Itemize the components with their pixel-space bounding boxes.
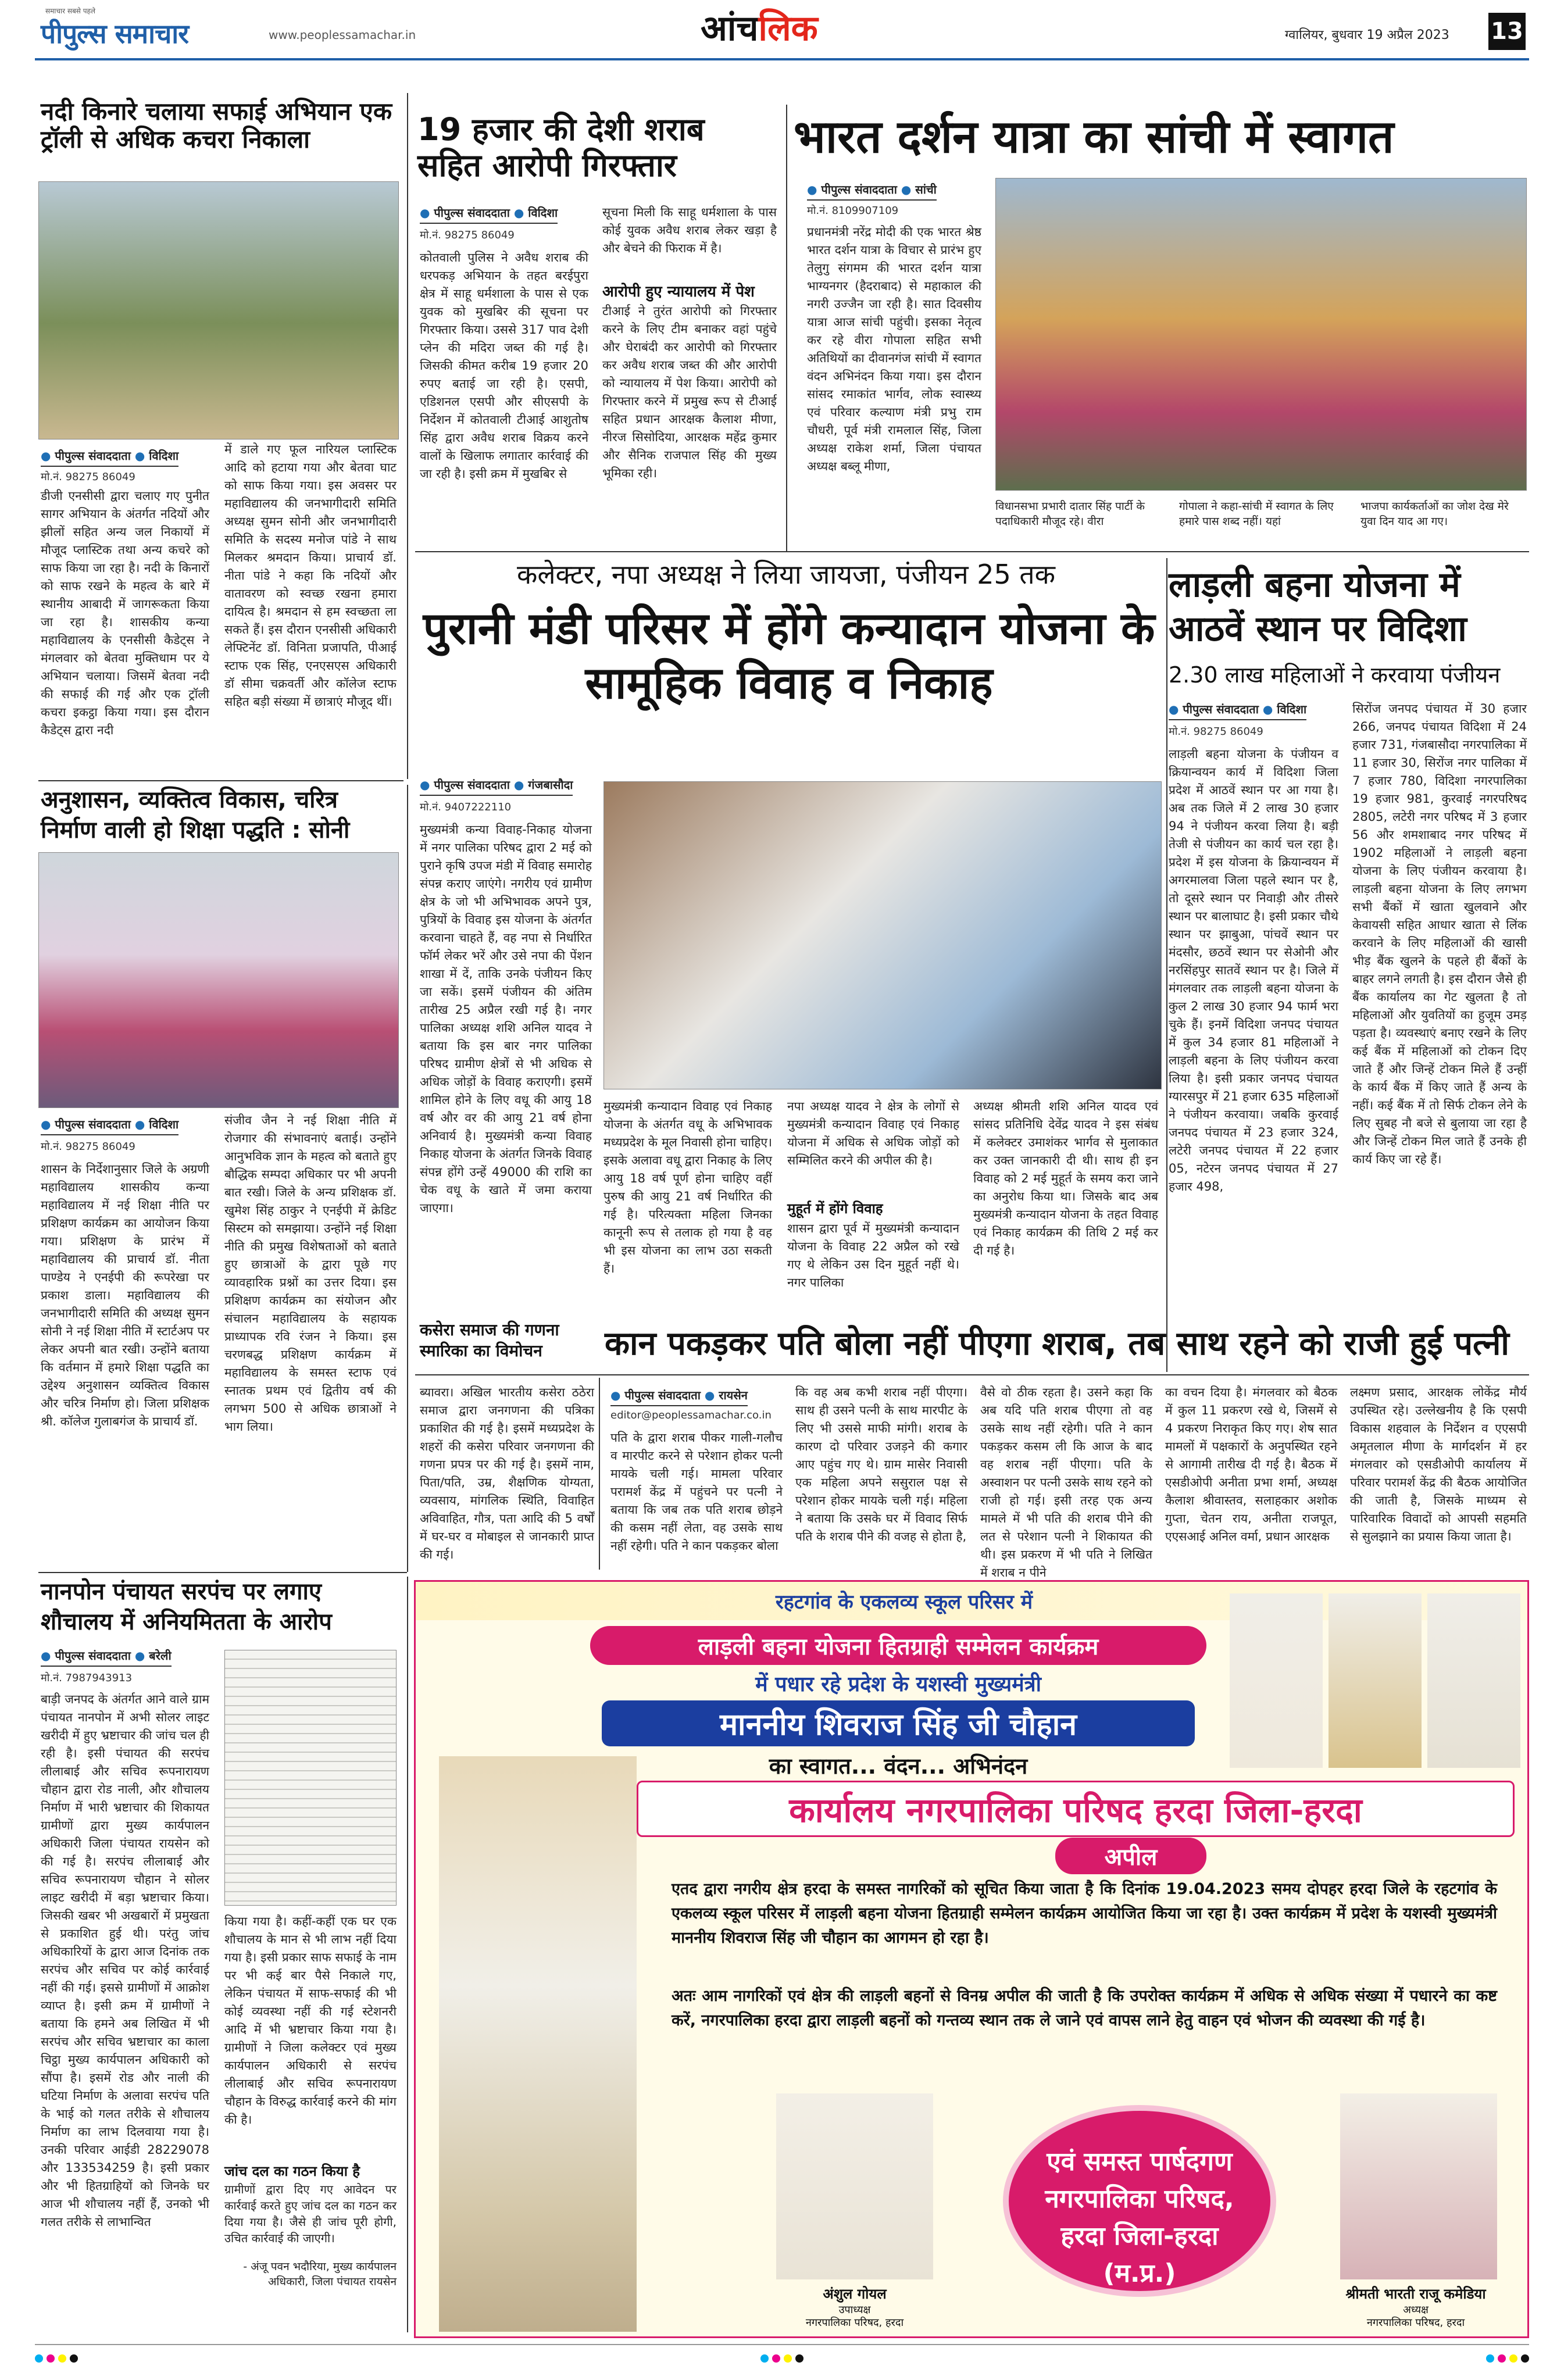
body-col2: कि वह अब कभी शराब नहीं पीएगा। साथ ही उसने पत्नी के साथ मारपीट के लिए भी उससे माफी मांगी। शराब के कारण दो परिवार उजड़ने की कगार आए पहुंच गए थे। ग्राम मासेर निवासी एक महिला अपने ससुराल पक्ष से परेशान होकर मायके चली गई। महिला ने बताया कि उसके घर में विवाद सिर्फ पति के शराब पीने की वजह से होता है, xyxy=(795,1385,967,1543)
section-rule xyxy=(415,551,1529,552)
ad-line3: में पधार रहे प्रदेश के यशस्वी मुख्यमंत्री xyxy=(755,1673,1041,1696)
president-role: अध्यक्ष xyxy=(1403,2304,1429,2316)
masthead-tagline: समाचार सबसे पहले xyxy=(45,7,96,15)
vice-president-name: अंशुल गोयल xyxy=(823,2286,887,2302)
registration-marks xyxy=(35,2354,1529,2366)
body-col2: संजीव जैन ने नई शिक्षा नीति में रोजगार की संभावनाएं बताई। उन्होंने आनुभविक ज्ञान के महत्व को बताते हुए बौद्धिक सम्पदा अधिकार पर भी अपनी बात रखी। जिले के अन्य प्रशिक्षक डॉ. खुमेश सिंह ठाकुर ने एनईपी में क्रेडिट सिस्टम को समझाया। उन्होंने नई शिक्षा नीति की प्रमुख विशेषताओं को बताते हुए छात्राओं के द्वारा पूछे गए व्यावहारिक प्रश्नों का उत्तर दिया। इस प्रशिक्षण कार्यक्रम का संयोजन और संचालन महाविद्यालय के सहायक प्राध्यापक रवि रंजन ने किया। इस चरणबद्ध प्रशिक्षण कार्यक्रम में महाविद्यालय के समस्त स्टाफ एवं स्नातक प्रथम एवं द्वितीय वर्ष की लगभग 500 से अधिक छात्राओं ने भाग लिया। xyxy=(224,1113,397,1434)
body: ब्यावरा। अखिल भारतीय कसेरा ठठेरा समाज द्वारा जनगणना की पत्रिका प्रकाशित की गई है। इसमें मध्यप्रदेश के शहरों की कसेरा परिवार जनगणना की गणना प्रपत्र पर की गई है। इसमें नाम, पिता/पति, उम्र, शैक्षणिक योग्यता, व्यवसाय, मांगलिक स्थिति, विवाहित अविवाहित, गौत्र, पता आदि की 5 वर्षों में घर-घर व मोबाइल से जानकारी प्राप्त की गई। xyxy=(420,1385,594,1561)
vice-president-photo xyxy=(776,2093,933,2279)
headline: कान पकड़कर पति बोला नहीं पीएगा शराब, तब साथ रहने को राजी हुई पत्नी xyxy=(605,1325,1509,1363)
mobile: मो.नं. 98275 86049 xyxy=(420,229,515,241)
mobile: मो.नं. 98275 86049 xyxy=(41,1141,135,1153)
training-photo xyxy=(38,852,399,1108)
leader-portrait-3 xyxy=(1427,1593,1520,1768)
caption-2: गोपाला ने कहा-सांची में स्वागत के लिए हमारे पास शब्द नहीं। यहां xyxy=(1179,500,1334,528)
president-name: श्रीमती भारती राजू कमेडिया xyxy=(1345,2286,1486,2302)
mobile: मो.नं. 98275 86049 xyxy=(1169,726,1263,738)
section-rule xyxy=(38,1572,407,1573)
body-col1: डीजी एनसीसी द्वारा चलाए गए पुनीत सागर अभियान के अंतर्गत नदियों और झीलों सहित अन्य जल निकायों में मौजूद प्लास्टिक तथा अन्य कचरे को साफ किया जा रहा है। नदी के किनारों को साफ रखने के महत्व के बारे में स्थानीय आबादी में जागरूकता किया जा रहा है। शासकीय कन्या महाविद्यालय के एनसीसी कैडेट्स ने मंगलवार को बेतवा मुक्तिधाम पर ये अभियान चलाया। जिसमें बेतवा नदी की सफाई की गई और एक ट्रॉली कचरा इकट्ठा किया गया। इस दौरान कैडेट्स द्वारा नदी xyxy=(41,489,209,737)
body-col4: अध्यक्ष श्रीमती शशि अनिल यादव एवं सांसद प्रतिनिधि देवेंद्र यादव ने इस संबंध में कलेक्टर उमाशंकर भार्गव से मुलाकात कर उक्त जानकारी दी थी। साथ ही इन विवाह को 2 मई मुहूर्त के समय करा जाने का अनुरोध किया था। जिसके बाद अब मुख्यमंत्री कन्यादान योजना के तहत विवाह एवं निकाह कार्यक्रम की तिथि 2 मई कर दी गई है। xyxy=(973,1099,1158,1257)
dateline: ग्वालियर, बुधवार 19 अप्रैल 2023 xyxy=(1285,28,1449,42)
president-photo xyxy=(1340,2093,1497,2279)
ad-cm-name: माननीय शिवराज सिंह जी चौहान xyxy=(602,1700,1195,1746)
byline: ● पीपुल्स संवाददाता ● विदिशा xyxy=(1169,701,1306,720)
kicker: 2.30 लाख महिलाओं ने करवाया पंजीयन xyxy=(1169,662,1501,688)
masthead-rule xyxy=(35,58,1529,60)
subheading: मुहूर्त में होंगे विवाह xyxy=(787,1200,883,1217)
headline: कसेरा समाज की गणना स्मारिका का विमोचन xyxy=(420,1320,559,1360)
cleanup-photo xyxy=(38,181,399,439)
appeal-para1: एतद द्वारा नगरीय क्षेत्र हरदा के समस्त नागरिकों को सूचित किया जाता है कि दिनांक 19.04.2023 समय दोपहर हरदा जिले के रहटगांव के एकलव्य स्कूल परिसर में लाड़ली बहना योजना हितग्राही सम्मेलन कार्यक्रम आयोजित किया जा रहा है। उक्त कार्यक्रम में प्रदेश के यशस्वी मुख्यमंत्री माननीय शिवराज सिंह जी चौहान का आगमन हो रहा है। xyxy=(672,1880,1497,1947)
councillors-badge: एवं समस्त पार्षदगण नगरपालिका परिषद, हरदा जिला-हरदा (म.प्र.) xyxy=(1003,2105,1276,2297)
bottom-rule xyxy=(35,2344,1529,2345)
byline: ● पीपुल्स संवाददाता ● गंजबासौदा xyxy=(420,777,573,796)
body-col1: लाड़ली बहना योजना के पंजीयन व क्रियान्वयन कार्य में विदिशा जिला प्रदेश में आठवें स्थान पर आ गया है। अब तक जिले में 2 लाख 30 हजार 94 ने पंजीयन करवा लिया है। बड़ी तेजी से पंजीयन का कार्य चल रहा है। प्रदेश में इस योजना के क्रियान्वयन में अगरमालवा जिला पहले स्थान पर है, तो दूसरे स्थान पर निवाड़ी और तीसरे स्थान पर बालाघाट है। इसी प्रकार चौथे स्थान पर झाबुआ, पांचवें स्थान पर मंदसौर, छठवें स्थान पर सेओनी और नरसिंहपुर सातवें स्थान पर है। जिले में मंगलवार तक लाड़ली बहना योजना के कुल 2 लाख 30 हजार 94 फार्म भरा चुके हैं। इनमें विदिशा जनपद पंचायत में कुल 34 हजार 81 महिलाओं ने लाड़ली बहना के लिए पंजीयन करवा लिया है। इसी प्रकार जनपद पंचायत ग्यारसपुर में 21 हजार 635 महिलाओं ने पंजीयन करवाया। जबकि कुरवाई जनपद पंचायत में 23 हजार 324, लटेरी जनपद पंचायत में 22 हजार 05, नटेरन जनपद पंचायत में 27 हजार 498, xyxy=(1169,747,1338,1193)
body-col2a: सूचना मिली कि साहू धर्मशाला के पास कोई युवक अवैध शराब लेकर खड़ा है और बेचने की फिराक में है। xyxy=(602,205,777,255)
body-col5: लक्ष्मण प्रसाद, आरक्षक लोकेंद्र मौर्य उपस्थित रहे। उल्लेखनीय है कि एसपी विकास शहवाल के निर्देशन व एएसपी अमृतलाल मीणा के मार्गदर्शन में हर मंगलवार को एसडीओपी कार्यालय में परिवार परामर्श केंद्र की बैठक आयोजित की जाती है, जिसके माध्यम से पारिवारिक विवादों को आपसी सहमति से सुलझाने का प्रयास किया जाता है। xyxy=(1350,1385,1527,1543)
headline: भारत दर्शन यात्रा का सांची में स्वागत xyxy=(794,111,1394,163)
section-rule xyxy=(38,780,403,781)
body-col2a: किया गया है। कहीं-कहीं एक घर एक शौचालय के मान से भी लाभ नहीं दिया गया है। इसी प्रकार साफ सफाई के नाम पर भी कई बार पैसे निकाले गए, लेकिन पंचायत में साफ-सफाई की भी कोई व्यवस्था नहीं की गई स्टेशनरी आदि में भी भ्रष्टाचार किया गया है। ग्रामीणों ने जिला कलेक्टर एवं मुख्य कार्यपालन अधिकारी से सरपंच लीलाबाई और सचिव रूपनारायण चौहान के विरुद्ध कार्रवाई करने की मांग की है। xyxy=(224,1914,397,2127)
headline: पुरानी मंडी परिसर में होंगे कन्यादान योजना के सामूहिक विवाह व निकाह xyxy=(423,602,1155,709)
mobile: मो.नं. 8109907109 xyxy=(807,205,899,217)
president-org: नगरपालिका परिषद, हरदा xyxy=(1366,2317,1465,2329)
body-col2b: ग्रामीणों द्वारा दिए गए आवेदन पर कार्रवाई करते हुए जांच दल का गठन कर दिया गया है। जैसे ही जांच पूरी होगी, उचित कार्रवाई की जाएगी। xyxy=(224,2182,397,2245)
headline: अनुशासन, व्यक्तित्व विकास, चरित्र निर्माण वाली हो शिक्षा पद्धति : सोनी xyxy=(41,787,350,844)
website-url[interactable]: www.peoplessamachar.in xyxy=(269,28,416,42)
body-col1: मुख्यमंत्री कन्या विवाह-निकाह योजना में नगर पालिका परिषद द्वारा 2 मई को पुराने कृषि उपज मंडी में विवाह समारोह संपन्न कराए जाएंगे। नगरीय एवं ग्रामीण क्षेत्र के जो भी अभिभावक अपने पुत्र, पुत्रियों के विवाह इस योजना के अंतर्गत करवाना चाहते हैं, वह नपा से निर्धारित फॉर्म लेकर भरें और उसे नपा की पेंशन शाखा में दें, ताकि उनके पंजीयन किए जा सकें। इसमें पंजीयन की अंतिम तारीख 25 अप्रैल रखी गई है। नगर पालिका अध्यक्ष शशि अनिल यादव ने बताया कि इस बार नगर पालिका परिषद ग्रामीण क्षेत्रों से भी अधिक से अधिक जोड़ों के विवाह कराएगी। इसमें शामिल होने के लिए वधू की आयु 18 वर्ष और वर की आयु 21 वर्ष होना अनिवार्य है। मुख्यमंत्री कन्या विवाह निकाह योजना के अंतर्गत जिनके विवाह संपन्न होंगे उन्हें 49000 की राशि का चेक वधू के खाते में जमा कराया जाएगा। xyxy=(420,823,592,1215)
caption-3: भाजपा कार्यकर्ताओं का जोश देख मेरे युवा दिन याद आ गए। xyxy=(1360,500,1509,528)
byline: ● पीपुल्स संवाददाता ● विदिशा xyxy=(420,205,558,224)
column-rule xyxy=(599,1378,600,1570)
body-col1: शासन के निर्देशानुसार जिले के अग्रणी महाविद्यालय शासकीय कन्या महाविद्यालय में नई शिक्षा नीति पर प्रशिक्षण कार्यक्रम का आयोजन किया गया। प्रशिक्षण के प्रारंभ में महाविद्यालय की प्राचार्य डॉ. नीता पाण्डेय ने एनईपी की रूपरेखा पर प्रकाश डाला। महाविद्यालय की जनभागीदारी समिति की अध्यक्ष सुमन सोनी ने नई शिक्षा नीति में स्टार्टअप पर लेकर अपनी बात रखी। उन्होंने बताया कि वर्तमान में हमारे शिक्षा पद्धति का उद्देश्य अनुशासन व्यक्तित्व विकास और चरित्र निर्माण हो। जिला प्रशिक्षक श्री. कॉलेज गुलाबगंज के प्राचार्य डॉ. xyxy=(41,1162,209,1428)
kicker: कलेक्टर, नपा अध्यक्ष ने लिया जायजा, पंजीयन 25 तक xyxy=(517,559,1055,590)
signature: - अंजू पवन भदौरिया, मुख्य कार्यपालन अधिकारी, जिला पंचायत रायसेन xyxy=(243,2260,397,2288)
appeal-title: अपील xyxy=(1055,1838,1206,1874)
column-rule xyxy=(407,785,408,1572)
ad-office-title: कार्यालय नगरपालिका परिषद हरदा जिला-हरदा xyxy=(637,1781,1515,1837)
officials-inspection-photo xyxy=(603,781,1162,1089)
body-col4: का वचन दिया है। मंगलवार को बैठक में कुल 11 प्रकरण रखे थे, जिसमें से 4 प्रकरण निराकृत किए गए। शेष सात मामलों में पक्षकारों के अनुपस्थित रहने से आगामी तारीख दी गई है। बैठक में एसडीओपी अनीता प्रभा शर्मा, अध्यक्ष कैलाश श्रीवास्तव, सलाहकार अशोक गुप्ता, चेतन राय, अनीता राजपूत, एएसआई अनिल वर्मा, प्रधान आरक्षक xyxy=(1165,1385,1337,1543)
section-rule xyxy=(415,1374,1529,1375)
body-col3a: नपा अध्यक्ष यादव ने क्षेत्र के लोगों से मुख्यमंत्री कन्यादान विवाह एवं निकाह योजना में अधिक से अधिक जोड़ों को सम्मिलित करने की अपील की है। xyxy=(787,1099,959,1167)
column-rule xyxy=(786,105,787,552)
ad-line2: लाड़ली बहना योजना हितग्राही सम्मेलन कार्यक्रम xyxy=(590,1626,1206,1665)
vice-president-role: उपाध्यक्ष xyxy=(838,2304,871,2316)
newspaper-logo: पीपुल्स समाचार xyxy=(41,18,189,49)
headline: 19 हजार की देशी शराब सहित आरोपी गिरफ्तार xyxy=(417,111,705,184)
yatra-group-photo xyxy=(995,178,1527,491)
complaint-document-photo xyxy=(224,1650,397,1906)
byline: ● पीपुल्स संवाददाता ● विदिशा xyxy=(41,448,178,467)
cm-portrait xyxy=(439,1756,637,2332)
ad-line1: रहटगांव के एकलव्य स्कूल परिसर में xyxy=(775,1591,1033,1614)
body-col2: में डाले गए फूल नारियल प्लास्टिक आदि को हटाया गया और बेतवा घाट को साफ किया गया। इस अवसर पर महाविद्यालय की जनभागीदारी समिति अध्यक्ष सुमन सोनी और जनभागीदारी समिति के सदस्य मनोज पांडे ने साथ मिलकर श्रमदान किया। प्राचार्य डॉ. नीता पांडे ने कहा कि नदियों और वातावरण को स्वच्छ रखना हमारा दायित्व है। श्रमदान से हम स्वच्छता ला सकते हैं। इस दौरान एनसीसी अधिकारी लेफ्टिनेंट डॉ. विनिता प्रजापति, पीआई स्टाफ एक सिंह, एनएसएस अधिकारी डॉ सीमा चक्रवर्ती और कॉलेज स्टाफ सहित बड़ी संख्या में छात्राएं मौजूद थीं। xyxy=(224,442,397,709)
body-col2b: टीआई ने तुरंत आरोपी को गिरफ्तार करने के लिए टीम बनाकर वहां पहुंचे और घेराबंदी कर आरोपी को गिरफ्तार कर अवैध शराब जब्त की और आरोपी को न्यायालय में पेश किया। आरोपी को गिरफ्तार करने में प्रमुख रूप से टीआई सहित प्रधान आरक्षक कैलाश मीणा, नीरज सिसोदिया, आरक्षक महेंद्र कुमार और सैनिक राजपाल सिंह की मुख्य भूमिका रही। xyxy=(602,304,777,480)
body-col1: पति के द्वारा शराब पीकर गाली-गलौच व मारपीट करने से परेशान होकर पत्नी मायके चली गई। मामला परिवार परामर्श केंद्र में पहुंचने पर पत्नी ने बताया कि जब तक पति शराब छोड़ने की कसम नहीं लेता, वह उसके साथ नहीं रहेगी। पति ने कान पकड़कर बोला xyxy=(610,1431,783,1553)
body-col2: सिरोंज जनपद पंचायत में 30 हजार 266, जनपद पंचायत विदिशा में 24 हजार 731, गंजबासौदा नगरपालिका में 11 हजार 30, सिरोंज नगर पालिका में 7 हजार 780, विदिशा नगरपालिका 19 हजार 981, कुरवाई नगरपरिषद 2805, लटेरी नगर परिषद में 3 हजार 56 और शमशाबाद नगर परिषद में 1902 महिलाओं ने लाड़ली बहना योजना के लिए पंजीयन करवाया है। लाड़ली बहना योजना के लिए लगभग सभी बैंकों में खाता खुलवाने और केवायसी सहित आधार खाता से लिंक करवाने के लिए महिलाओं की खासी भीड़ बैंक खुलने के पहले ही बैंकों के बाहर लगने लगती है। इस दौरान जैसे ही बैंक कार्यालय का गेट खुलता है तो महिलाओं और युवतियों का हुजूम उमड़ पड़ता है। व्यवस्थाएं बनाए रखने के लिए कई बैंक में महिलाओं को टोकन दिए जाते हैं और जिन्हें टोकन मिले हैं उन्हीं के कार्य बैंक में किए जाते हैं अन्य के नहीं। कई बैंक में तो सिर्फ टोकन लेने के लिए सुबह नौ बजे से बुलाया जा रहा है और जिन्हें टोकन मिल जाते हैं उनके ही कार्य किए जा रहे हैं। xyxy=(1352,702,1527,1166)
appeal-para2: अतः आम नागरिकों एवं क्षेत्र की लाड़ली बहनों से विनम्र अपील की जाती है कि उपरोक्त कार्यक्रम में अधिक से अधिक संख्या में पधारने का कष्ट करें, नगरपालिका हरदा द्वारा लाड़ली बहनों को गन्तव्य स्थान तक ले जाने एवं वापस लाने हेतु वाहन एवं भोजन की व्यवस्था की गई है। xyxy=(672,1987,1497,2029)
body-col3: वैसे वो ठीक रहता है। उसने कहा कि अब यदि पति शराब पीएगा तो वह उसके साथ नहीं रहेगी। पति ने कान पकड़कर कसम ली कि आज के बाद वह शराब नहीं पीएगा। पति के अस्वाशन पर पत्नी उसके साथ रहने को राजी हो गई। इसी तरह एक अन्य मामले में भी पति की शराब पीने की लत से परेशान पत्नी ने शिकायत की थी। इस प्रकरण में भी पति ने लिखित में शराब न पीने xyxy=(980,1385,1152,1579)
mobile: मो.नं. 9407222110 xyxy=(420,801,512,813)
headline: नानपोन पंचायत सरपंच पर लगाए शौचालय में अनियमितता के आरोप xyxy=(41,1578,332,1635)
body-col1: प्रधानमंत्री नरेंद्र मोदी की एक भारत श्रेष्ठ भारत दर्शन यात्रा के विचार से प्रारंभ हुए तेलुगु संगमम की भारत दर्शन यात्रा भाग्यनगर (हैदराबाद) से महाकाल की नगरी उज्जैन जा रही है। सात दिवसीय यात्रा आज सांची पहुंची। इसका नेतृत्व कर रहे वीरा गोपाला सहित सभी अतिथियों का दीवानगंज सांची में स्वागत वंदन अभिनंदन किया गया। इस दौरान सांसद रमाकांत भार्गव, लोक स्वास्थ्य एवं परिवार कल्याण मंत्री प्रभु राम चौधरी, पूर्व मंत्री रामलाल सिंह, जिला अध्यक्ष राकेश शर्मा, जिला पंचायत अध्यक्ष बब्लू मीणा, xyxy=(807,225,981,473)
byline: ● पीपुल्स संवाददाता ● विदिशा xyxy=(41,1116,178,1135)
email[interactable]: editor@peoplessamachar.co.in xyxy=(610,1409,772,1421)
caption-1: विधानसभा प्रभारी दातार सिंह पार्टी के पदाधिकारी मौजूद रहे। वीरा xyxy=(995,500,1145,528)
mobile: मो.नं. 98275 86049 xyxy=(41,471,135,483)
leader-portrait-2 xyxy=(1329,1593,1422,1768)
body-col1: कोतवाली पुलिस ने अवैध शराब की धरपकड़ अभियान के तहत बरईपुरा क्षेत्र में साहू धर्मशाला के पास से एक युवक को मुखबिर की सूचना पर गिरफ्तार किया। उससे 317 पाव देशी प्लेन की मदिरा जब्त की गई है। जिसकी कीमत करीब 19 हजार 20 रुपए बताई जा रही है। एसपी, एडिशनल एसपी और सीएसपी के निर्देशन में कोतवाली टीआई आशुतोष सिंह द्वारा अवैध शराब विक्रय करने वालों के खिलाफ लगातार कार्रवाई की जा रही है। इसी क्रम में मुखबिर से xyxy=(420,251,588,481)
hardā-municipality-ad xyxy=(414,1580,1529,2338)
ad-line5: का स्वागत... वंदन... अभिनंदन xyxy=(769,1753,1028,1779)
subheading: जांच दल का गठन किया है xyxy=(224,2163,360,2179)
subheading: आरोपी हुए न्यायालय में पेश xyxy=(602,283,755,301)
body-col2: मुख्यमंत्री कन्यादान विवाह एवं निकाह योजना के अंतर्गत वधू के अभिभावक मध्यप्रदेश के मूल निवासी होना चाहिए। इसके अलावा वधू द्वारा निकाह के लिए आयु 18 वर्ष पूर्ण होना चाहिए वहीं पुरुष की आयु 21 वर्ष निर्धारित की गई है। परित्यक्ता महिला जिनका कानूनी रूप से तलाक हो गया है वह भी इस योजना का लाभ उठा सकती हैं। xyxy=(603,1099,772,1275)
column-rule xyxy=(407,93,408,779)
byline: ● पीपुल्स संवाददाता ● सांची xyxy=(807,181,937,201)
body-col1: बाड़ी जनपद के अंतर्गत आने वाले ग्राम पंचायत नानपोन में अभी सोलर लाइट खरीदी में हुए भ्रष्टाचार की जांच चल ही रही है। इसी पंचायत की सरपंच लीलाबाई और सचिव रूपनारायण चौहान द्वारा रोड नाली, और शौचालय निर्माण में भारी भ्रष्टाचार की शिकायत ग्रामीणों द्वारा मुख्य कार्यपालन अधिकारी जिला पंचायत रायसेन को की गई है। सरपंच लीलाबाई और सचिव रूपनारायण चौहान ने सोलर लाइट खरीदी में बड़ा भ्रष्टाचार किया। जिसकी खबर भी अखबारों में प्रमुखता से प्रकाशित हुई थी। परंतु जांच अधिकारियों के द्वारा आज दिनांक तक सरपंच और सचिव पर कोई कार्रवाई नहीं की गई। इससे ग्रामीणों में आक्रोश व्याप्त है। इसी क्रम में ग्रामीणों ने बताया कि हमने अब लिखित में भी सरपंच और सचिव भ्रष्टाचार का काला चिट्ठा मुख्य कार्यपालन अधिकारी को सौंपा है। इसमें रोड और नाली की घटिया निर्माण के अलावा सरपंच पति के भाई को गलत तरीके से शौचालय निर्माण का लाभ दिलवाया गया है। उनकी परिवार आईडी 28229078 और 133534259 है। इसी प्रकार और भी हितग्राहियों को जिनके घर आज भी शौचालय नहीं हैं, उनको भी गलत तरीके से लाभान्वित xyxy=(41,1692,209,2229)
byline: ● पीपुल्स संवाददाता ● रायसेन xyxy=(610,1387,748,1406)
column-rule xyxy=(1166,558,1167,1372)
vice-president-org: नगरपालिका परिषद, हरदा xyxy=(805,2317,904,2329)
body-col3b: शासन द्वारा पूर्व में मुख्यमंत्री कन्यादान योजना के विवाह 22 अप्रैल को रखे गए थे लेकिन उस दिन मुहूर्त नहीं थे। नगर पालिका xyxy=(787,1221,959,1289)
byline: ● पीपुल्स संवाददाता ● बरेली xyxy=(41,1648,172,1667)
mobile: मो.नं. 7987943913 xyxy=(41,1672,133,1684)
headline: लाड़ली बहना योजना में आठवें स्थान पर विदिशा xyxy=(1169,564,1467,649)
section-title: आंचलिक xyxy=(701,8,818,49)
headline: नदी किनारे चलाया सफाई अभियान एक ट्रॉली से अधिक कचरा निकाला xyxy=(41,97,392,154)
page-number: 13 xyxy=(1488,13,1526,50)
column-rule xyxy=(407,1577,408,2332)
leader-portrait-1 xyxy=(1230,1593,1323,1768)
